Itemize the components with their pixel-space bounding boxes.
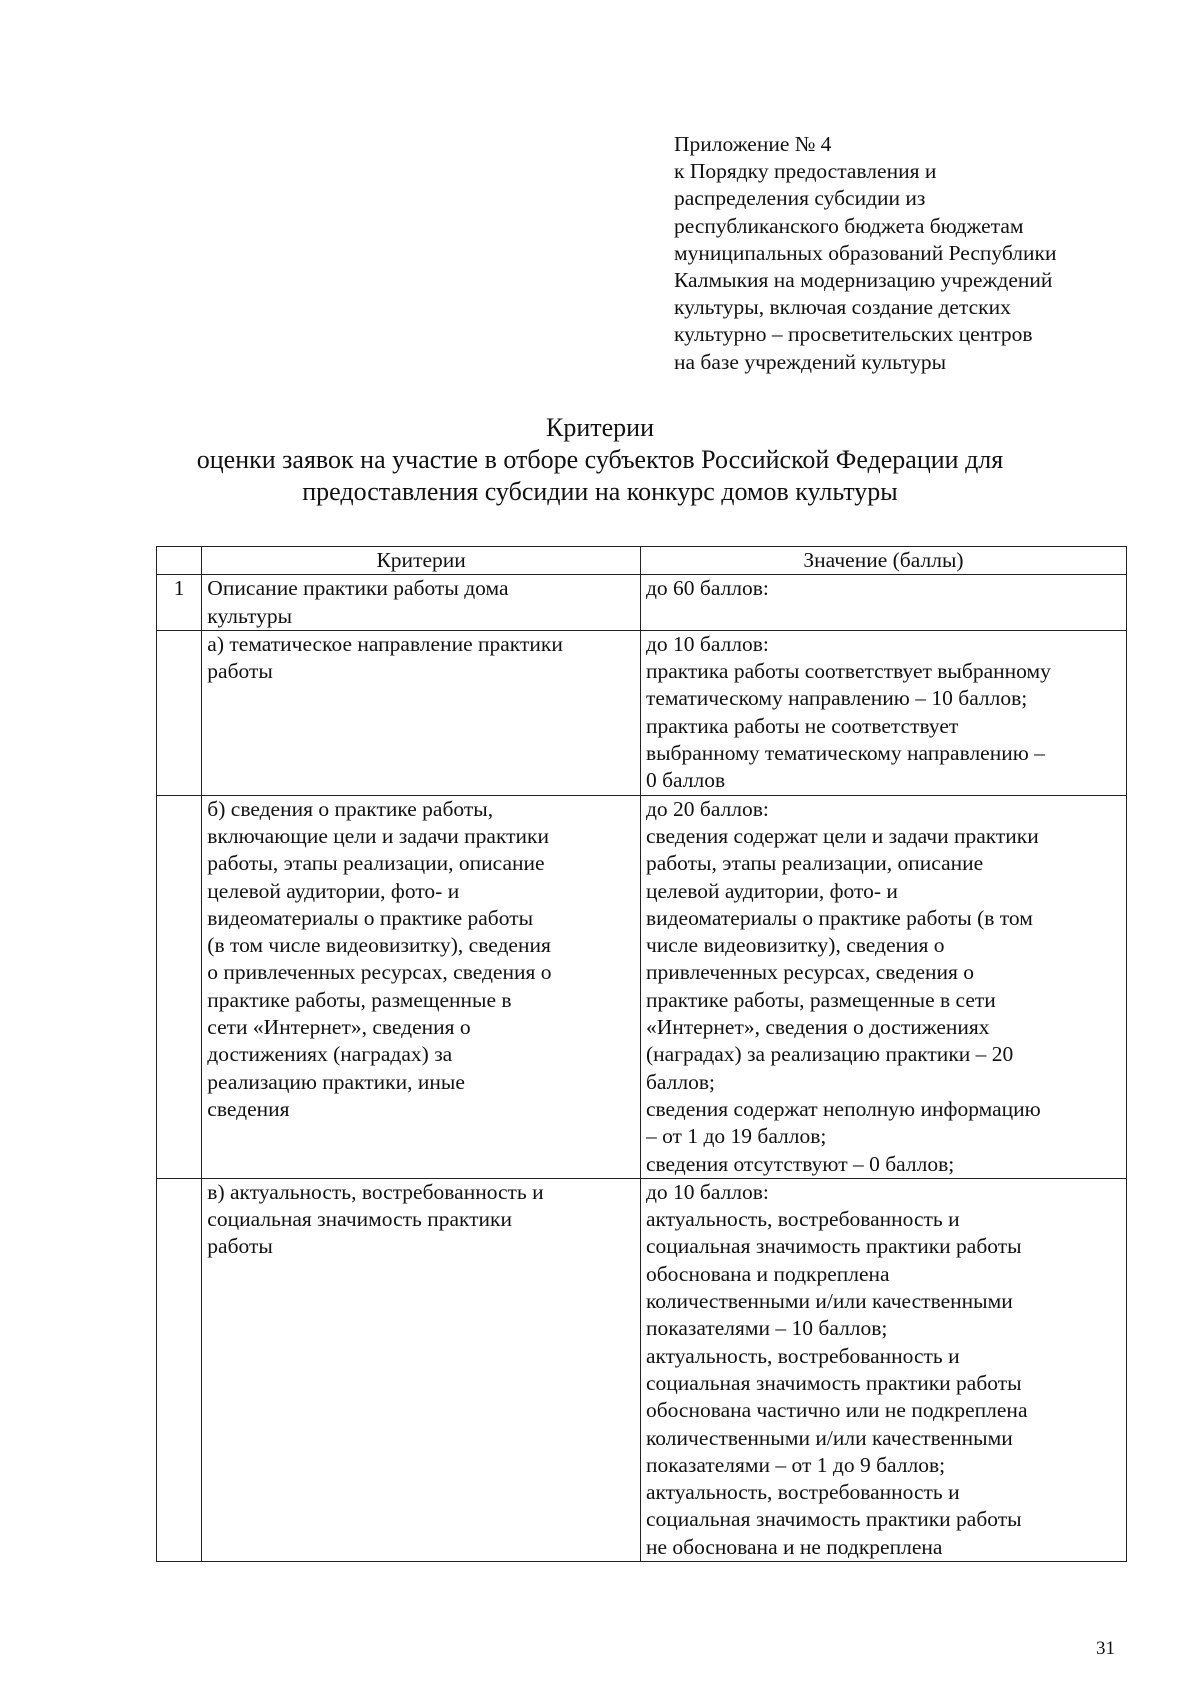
value-line: обоснована и подкреплена (645, 1261, 890, 1286)
criteria-cell (202, 630, 641, 795)
value-line: сведения содержат неполную информацию (645, 1096, 1041, 1121)
value-line: количественными и/или качественными (645, 1425, 1013, 1450)
value-line: обоснована частично или не подкреплена (645, 1398, 1028, 1423)
annex-line: муниципальных образований Республики (674, 240, 1057, 265)
title-line-2: оценки заявок на участие в отборе субъектов Российской Федерации для (196, 445, 1004, 474)
value-line: показателями – от 1 до 9 баллов; (645, 1452, 946, 1477)
value-line: «Интернет», сведения о достижениях (645, 1015, 990, 1040)
value-cell (640, 795, 1126, 1178)
table-row (157, 630, 1127, 795)
criteria-line: целевой аудитории, фото- и (207, 878, 460, 903)
value-line: социальная значимость практики работы (645, 1370, 1022, 1395)
value-line: актуальность, востребованность и (645, 1207, 960, 1232)
header-num (157, 547, 202, 575)
criteria-cell (202, 795, 641, 1178)
criteria-line: Описание практики работы дома (207, 576, 509, 601)
value-line: актуальность, востребованность и (645, 1343, 960, 1368)
criteria-cell (202, 575, 641, 631)
value-cell (640, 1178, 1126, 1561)
annex-line: республиканского бюджета бюджетам (674, 213, 1024, 238)
annex-line: культуры, включая создание детских (674, 295, 1011, 320)
value-line: социальная значимость практики работы (645, 1234, 1022, 1259)
title-line-1: Критерии (546, 413, 654, 442)
table-row (157, 795, 1127, 1178)
criteria-line: о привлеченных ресурсах, сведения о (207, 960, 552, 985)
table-body (157, 575, 1127, 1562)
criteria-line: культуры (207, 603, 293, 628)
annex-line: культурно – просветительских центров (674, 322, 1033, 347)
page-number: 31 (1096, 1638, 1115, 1659)
value-line: практика работы соответствует выбранному (645, 659, 1051, 684)
annex-line: на базе учреждений культуры (674, 349, 947, 374)
criteria-line: социальная значимость практики (207, 1207, 513, 1232)
value-line: работы, этапы реализации, описание (645, 851, 984, 876)
value-line: актуальность, востребованность и (645, 1480, 960, 1505)
row-number: 1 (157, 575, 202, 631)
criteria-line: реализацию практики, иные (207, 1069, 465, 1094)
value-line: (наградах) за реализацию практики – 20 (645, 1042, 1014, 1067)
criteria-line: сети «Интернет», сведения о (207, 1015, 471, 1040)
criteria-cell (202, 1178, 641, 1561)
criteria-table (156, 546, 1127, 1562)
criteria-line: в) актуальность, востребованность и (207, 1179, 544, 1204)
value-line: не обоснована и не подкреплена (645, 1534, 943, 1559)
value-line: до 10 баллов: (645, 1179, 769, 1204)
value-line: – от 1 до 19 баллов; (645, 1124, 827, 1149)
criteria-line: сведения (207, 1096, 290, 1121)
header-value: Значение (баллы) (640, 547, 1126, 575)
annex-line: распределения субсидии из (674, 186, 926, 211)
header-criteria: Критерии (202, 547, 641, 575)
value-line: социальная значимость практики работы (645, 1507, 1022, 1532)
value-line: сведения отсутствуют – 0 баллов; (645, 1151, 955, 1176)
value-line: количественными и/или качественными (645, 1289, 1013, 1314)
value-line: привлеченных ресурсах, сведения о (645, 960, 975, 985)
criteria-line: работы (207, 1234, 273, 1259)
row-number (157, 630, 202, 795)
value-line: до 20 баллов: (645, 796, 769, 821)
value-line: сведения содержат цели и задачи практики (645, 823, 1039, 848)
table-row (157, 1178, 1127, 1561)
value-cell (640, 630, 1126, 795)
annex-reference (674, 131, 1144, 376)
criteria-line: работы (207, 659, 273, 684)
annex-line: Калмыкия на модернизацию учреждений (674, 268, 1053, 293)
criteria-line: б) сведения о практике работы, (207, 796, 494, 821)
value-line: выбранному тематическому направлению – (645, 741, 1045, 766)
value-line: показателями – 10 баллов; (645, 1316, 888, 1341)
value-line: 0 баллов (645, 768, 726, 793)
value-line: целевой аудитории, фото- и (645, 878, 898, 903)
criteria-line: видеоматериалы о практике работы (207, 905, 534, 930)
criteria-line: а) тематическое направление практики (207, 631, 563, 656)
value-line: до 60 баллов: (645, 576, 769, 601)
row-number (157, 1178, 202, 1561)
value-cell (640, 575, 1126, 631)
criteria-line: (в том числе видеовизитку), сведения (207, 933, 551, 958)
value-line: баллов; (645, 1069, 715, 1094)
annex-line: к Порядку предоставления и (674, 159, 937, 184)
value-line: видеоматериалы о практике работы (в том (645, 905, 1033, 930)
criteria-line: практике работы, размещенные в (207, 987, 512, 1012)
value-line: до 10 баллов: (645, 631, 769, 656)
value-line: числе видеовизитку), сведения о (645, 933, 945, 958)
criteria-line: включающие цели и задачи практики (207, 823, 549, 848)
table-row (157, 575, 1127, 631)
value-line: практика работы не соответствует (645, 713, 959, 738)
value-line: тематическому направлению – 10 баллов; (645, 686, 1028, 711)
table-header-row (157, 547, 1127, 575)
document-title (0, 412, 1200, 508)
title-line-3: предоставления субсидии на конкурс домов культуры (302, 477, 898, 506)
criteria-line: работы, этапы реализации, описание (207, 851, 545, 876)
row-number (157, 795, 202, 1178)
annex-line: Приложение № 4 (674, 132, 832, 156)
value-line: практике работы, размещенные в сети (645, 987, 996, 1012)
criteria-line: достижениях (наградах) за (207, 1042, 453, 1067)
